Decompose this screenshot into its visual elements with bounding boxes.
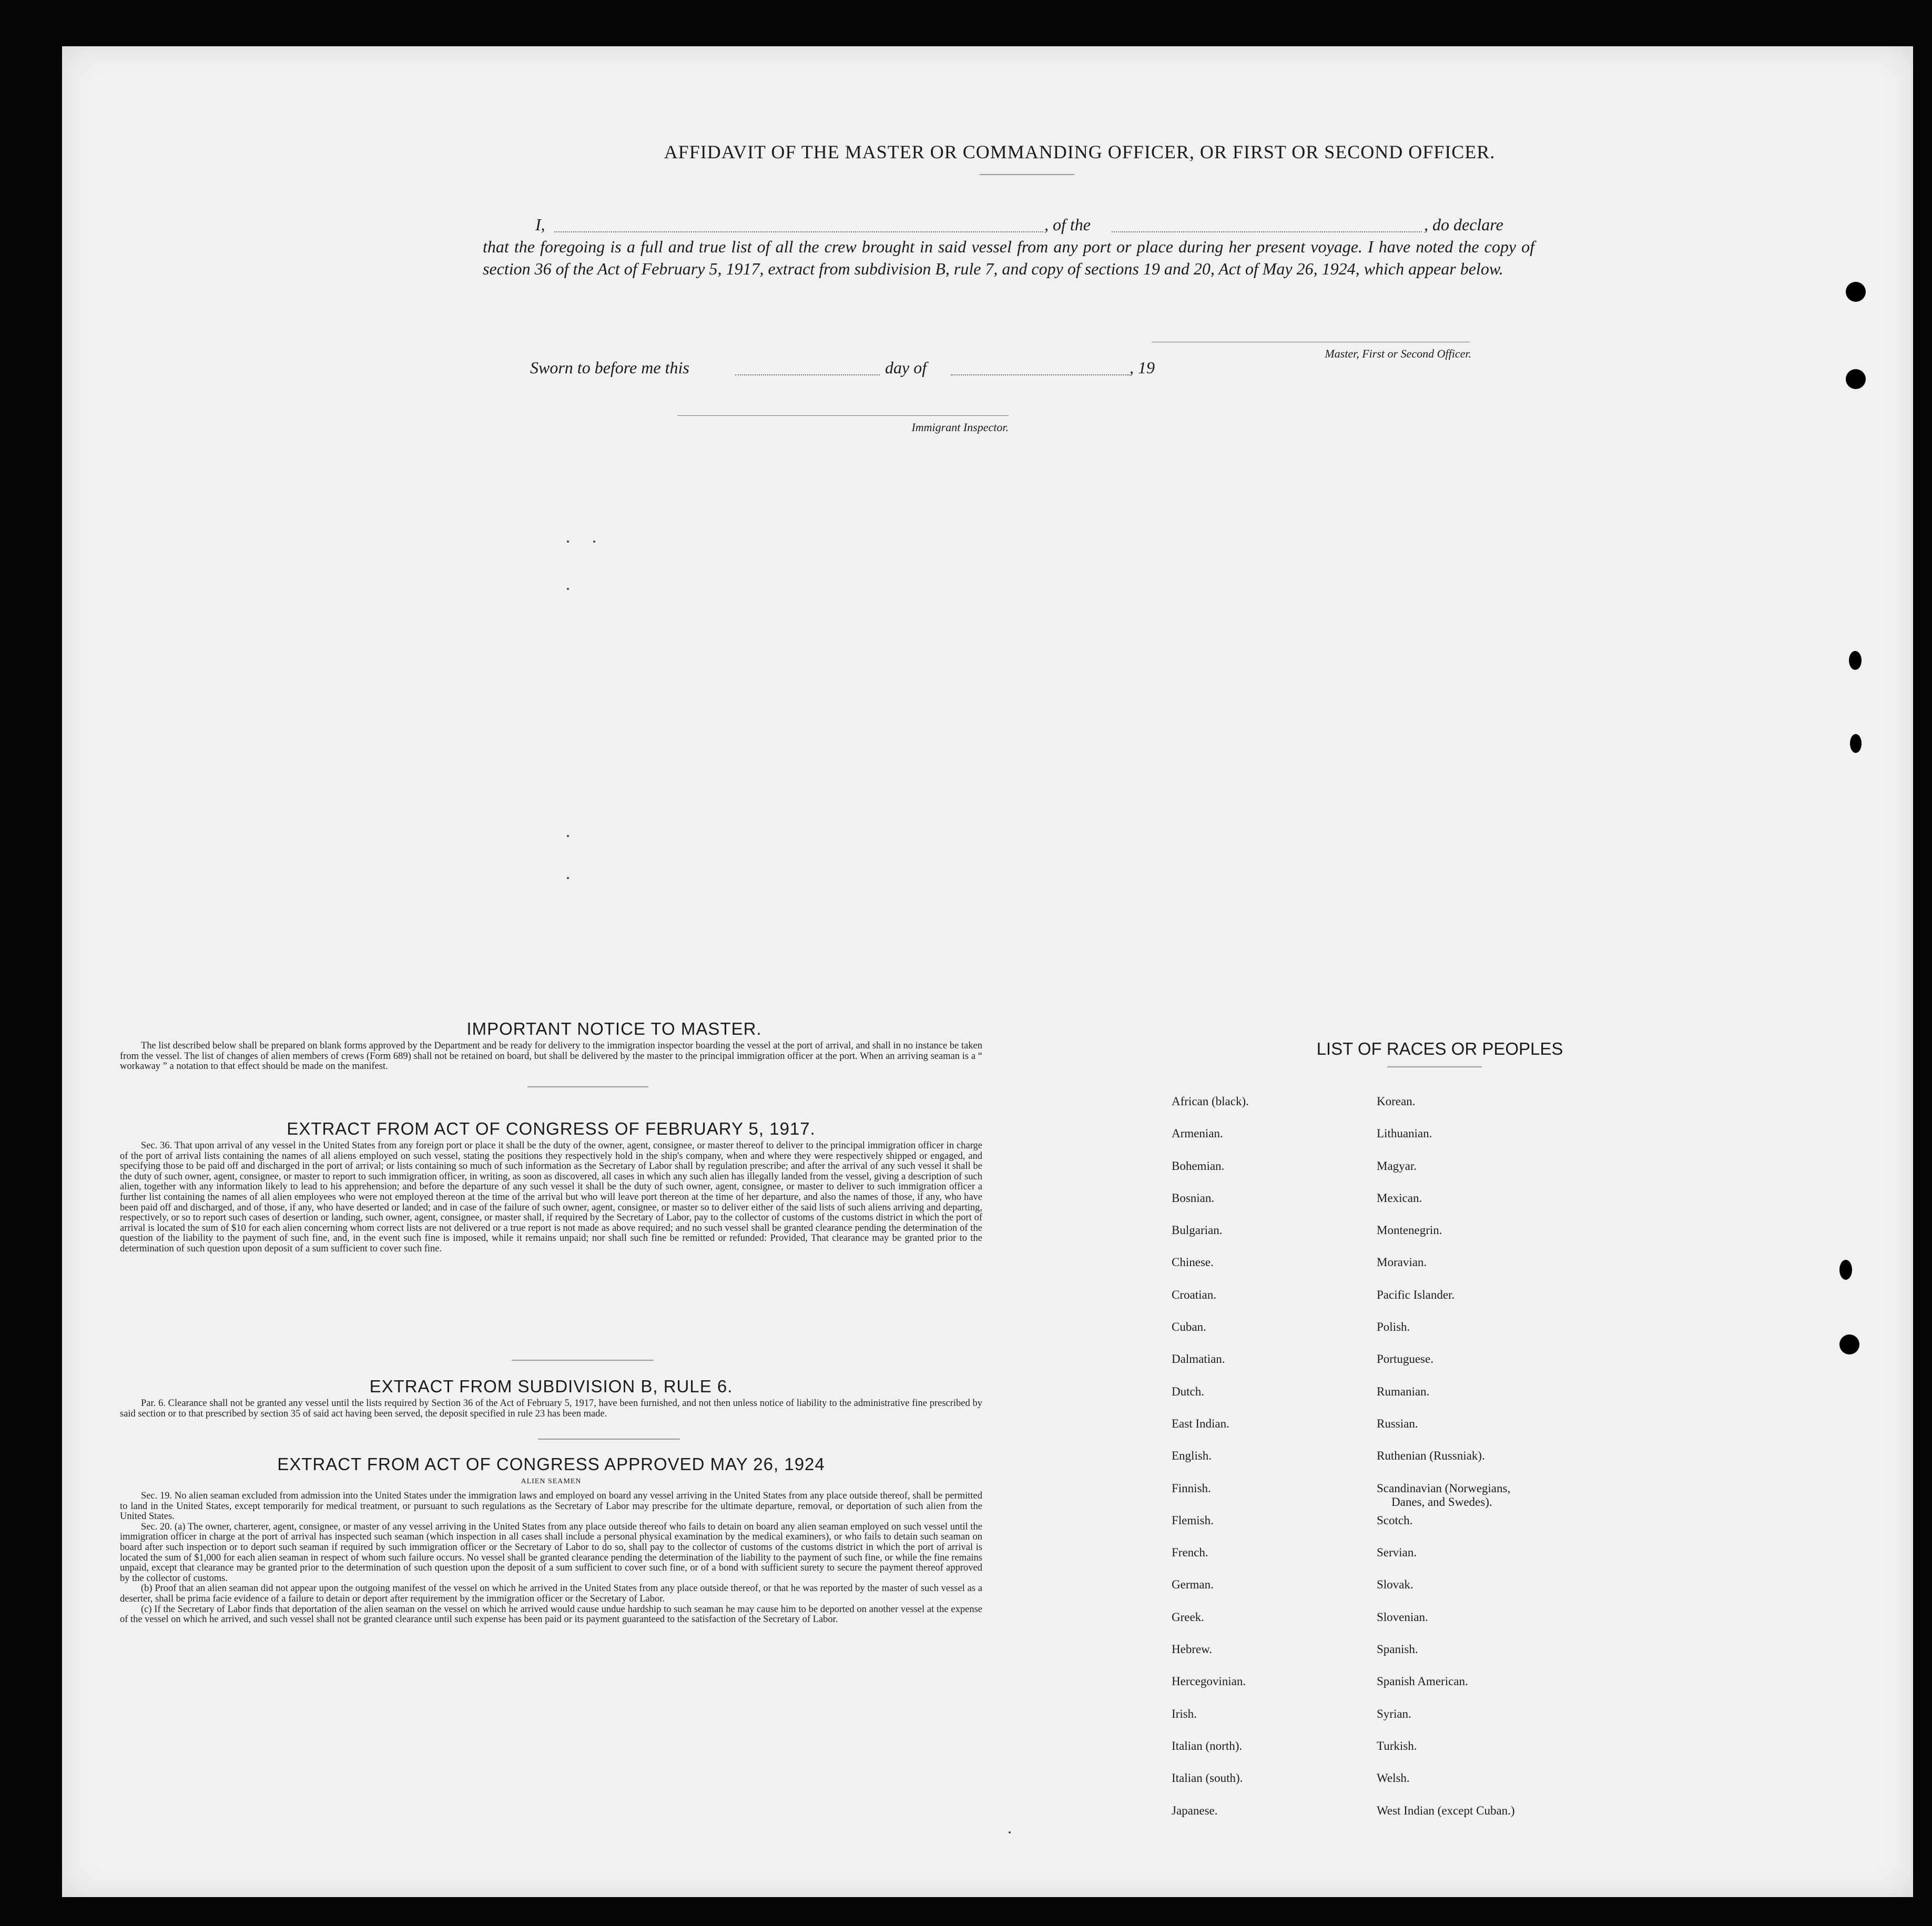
- race-item: Russian.: [1377, 1417, 1418, 1430]
- races-left-column: [1172, 1095, 1249, 1836]
- race-item: Spanish American.: [1377, 1675, 1468, 1688]
- notice-paragraph: The list described below shall be prepared on blank forms approved by the Department and be ready for delivery to the immigration inspector boarding the vessel at the port of arrival, and shall in no instance be taken from the vessel. The list of changes of alien members of crews (Form 689) shall not be retained on board, but shall be delivered by the master to the principal immigration officer at the port. When an arriving seaman is a “ workaway ” a notation to that effect should be made on the manifest.: [120, 1041, 982, 1072]
- signature-label: Master, First or Second Officer.: [1325, 347, 1471, 360]
- affidavit-i-label: I,: [535, 215, 545, 234]
- speck: [567, 877, 569, 879]
- races-title: LIST OF RACES OR PEOPLES: [1316, 1039, 1563, 1058]
- race-item: Italian (south).: [1172, 1771, 1243, 1785]
- speck: [567, 835, 569, 837]
- races-divider: [1387, 1066, 1482, 1067]
- race-item: Croatian.: [1172, 1288, 1216, 1301]
- race-item: Irish.: [1172, 1707, 1197, 1720]
- race-item: Chinese.: [1172, 1256, 1214, 1269]
- race-item: Slovenian.: [1377, 1610, 1428, 1624]
- punch-hole-icon: [1839, 1260, 1852, 1280]
- extract-rule6-body: [120, 1399, 982, 1419]
- extract-rule6-paragraph: Par. 6. Clearance shall not be granted any vessel until the lists required by Section 36 of the Act of February 5, 1917, have been furnished, and not then unless notice of liability to the administrative fine prescribed by said section or to that prescribed by section 35 of said act having been served, the deposit specified in rule 23 has been made.: [120, 1398, 982, 1419]
- race-item: Bosnian.: [1172, 1191, 1215, 1205]
- extract-1924-paragraph: Sec. 20. (a) The owner, charterer, agent, consignee, or master of any vessel arriving in the United States from any place outside thereof who fails to detain on board any alien seaman employed on such vessel until the immigration officer in charge at the port of arrival has inspected such seaman (which inspection in all cases shall include a personal physical examination by the medical examiners), or who fails to detain such seaman on board after such inspection or to deport such seaman if required by such immigration officer or the Secretary of Labor to do so, shall pay to the collector of customs of the customs district in which the port of arrival is located the sum of $1,000 for each alien seaman in respect of whom such failure occurs. No vessel shall be granted clearance pending the determination of the liability to the payment of such fine, or while the fine remains unpaid, except that clearance may be granted prior to the determination of such question upon the deposit of a sum sufficient to cover such fine, or of a bond with sufficient surety to secure the payment thereof approved by the collector of customs.: [120, 1521, 982, 1584]
- race-item: Syrian.: [1377, 1707, 1411, 1720]
- race-item: African (black).: [1172, 1095, 1249, 1108]
- extract-1924-title: EXTRACT FROM ACT OF CONGRESS APPROVED MAY 26, 1924: [277, 1454, 825, 1474]
- sworn-day-of: day of: [885, 358, 927, 377]
- race-item: Bulgarian.: [1172, 1224, 1223, 1237]
- race-item: West Indian (except Cuban.): [1377, 1803, 1515, 1817]
- race-item: Scotch.: [1377, 1513, 1413, 1527]
- vessel-blank: [1112, 231, 1422, 232]
- extract-1917-title: EXTRACT FROM ACT OF CONGRESS OF FEBRUARY 5, 1917.: [287, 1119, 816, 1138]
- punch-hole-icon: [1846, 369, 1866, 389]
- race-item: Magyar.: [1377, 1159, 1417, 1173]
- race-item-continuation: Danes, and Swedes).: [1391, 1495, 1492, 1509]
- inspector-signature-line: [677, 415, 1009, 416]
- punch-hole-icon: [1850, 734, 1862, 753]
- extract-1924-subtitle: ALIEN SEAMEN: [521, 1477, 582, 1485]
- title-divider: [980, 174, 1074, 175]
- race-item: Lithuanian.: [1377, 1127, 1432, 1140]
- extract-rule6-title: EXTRACT FROM SUBDIVISION B, RULE 6.: [369, 1377, 733, 1396]
- extract-1924-paragraph: (b) Proof that an alien seaman did not appear upon the outgoing manifest of the vessel on which he arrived in the United States from any place outside thereof, or that he was reported by the master of such vessel as a deserter, shall be prima facie evidence of a failure to detain or deport after requirement by the immigration officer or the Secretary of Labor.: [120, 1583, 982, 1604]
- race-item: Montenegrin.: [1377, 1224, 1442, 1237]
- extract-1924-paragraph: (c) If the Secretary of Labor finds that deportation of the alien seaman on the vessel on which he arrived would cause undue hardship to such seaman he may cause him to be deported on another vessel at the expense of the vessel on which he arrived, and such vessel shall not be granted clearance until such expense has been paid or its payment guaranteed to the satisfaction of the Secretary of Labor.: [120, 1604, 982, 1625]
- race-item: Ruthenian (Russniak).: [1377, 1449, 1485, 1463]
- speck: [567, 588, 569, 590]
- race-item: Pacific Islander.: [1377, 1288, 1455, 1301]
- race-item: Spanish.: [1377, 1643, 1418, 1656]
- inspector-label: Immigrant Inspector.: [911, 421, 1009, 434]
- document-sheet: [62, 46, 1913, 1897]
- race-item: Cuban.: [1172, 1320, 1206, 1334]
- race-item: Polish.: [1377, 1320, 1410, 1334]
- race-item: Dutch.: [1172, 1384, 1204, 1398]
- race-item: Hercegovinian.: [1172, 1675, 1246, 1688]
- speck: [1009, 1831, 1011, 1833]
- sworn-line: [530, 356, 1214, 380]
- race-item: Flemish.: [1172, 1513, 1214, 1527]
- section-divider: [527, 1086, 648, 1087]
- race-item: Mexican.: [1377, 1191, 1422, 1205]
- extract-1924-paragraph: Sec. 19. No alien seaman excluded from admission into the United States under the immigration laws and employed on board any vessel arriving in the United States from any place outside thereof, shall be permitted to land in the United States, except temporarily for medical treatment, or pursuant to such regulations as the Secretary of Labor may prescribe for the ultimate departure, removal, or deportation of such alien from the United States.: [120, 1491, 982, 1522]
- race-item-multiline: [1377, 1482, 1515, 1514]
- race-item: Japanese.: [1172, 1803, 1218, 1817]
- notice-body: [120, 1041, 982, 1072]
- affidavit-title: AFFIDAVIT OF THE MASTER OR COMMANDING OFFICER, OR FIRST OR SECOND OFFICER.: [664, 141, 1496, 162]
- race-item: Armenian.: [1172, 1127, 1223, 1140]
- race-item: English.: [1172, 1449, 1212, 1463]
- race-item: Greek.: [1172, 1610, 1204, 1624]
- affidavit-body: that the foregoing is a full and true list of all the crew brought in said vessel from any port or place during her present voyage. I have noted the copy of section 36 of the Act of February 5, 1917, extract from subdivision B, rule 7, and copy of sections 19 and 20, Act of May 26, 1924, which appear below.: [483, 237, 1534, 278]
- punch-hole-icon: [1846, 282, 1866, 302]
- race-item: Bohemian.: [1172, 1159, 1225, 1173]
- section-divider: [512, 1360, 654, 1361]
- race-item: Portuguese.: [1377, 1352, 1433, 1366]
- race-item: Hebrew.: [1172, 1643, 1213, 1656]
- sworn-prefix: Sworn to before me this: [530, 358, 689, 377]
- speck: [567, 541, 569, 543]
- punch-hole-icon: [1849, 651, 1862, 670]
- race-item: Rumanian.: [1377, 1384, 1430, 1398]
- race-item: Finnish.: [1172, 1481, 1211, 1495]
- races-right-column: [1377, 1095, 1515, 1836]
- notice-title: IMPORTANT NOTICE TO MASTER.: [466, 1019, 762, 1038]
- affidavit-declare-label: , do declare: [1424, 215, 1503, 234]
- race-item: Scandinavian (Norwegians,: [1377, 1481, 1511, 1495]
- punch-hole-icon: [1839, 1334, 1859, 1354]
- name-blank: [554, 231, 1043, 232]
- speck: [593, 541, 595, 543]
- sworn-year: , 19: [1130, 358, 1155, 377]
- affidavit-declaration-line: [483, 213, 1534, 236]
- race-item: East Indian.: [1172, 1417, 1229, 1430]
- extract-1917-paragraph: Sec. 36. That upon arrival of any vessel in the United States from any foreign port or place it shall be the duty of the owner, agent, consignee, or master thereof to deliver to the principal immigration officer in charge of the port of arrival lists containing the names of all aliens employed on such vessel, stating the positions they respectively hold in the ship's company, when and where they were respectively shipped or engaged, and specifying those to be paid off and discharged in the port of arrival; or lists containing so much of such information as the Secretary of Labor shall by regulation prescribe; and after the arrival of any such vessel it shall be the duty of such owner, agent, consignee, or master to report to such immigration officer, in writing, as soon as discovered, all cases in which any such alien has illegally landed from the vessel, giving a description of such alien, together with any information likely to lead to his apprehension; and before the departure of any such vessel it shall be the duty of such owner, agent, consignee, or master to deliver to such immigration officer a further list containing the names of all alien employees who were not employed thereon at the time of the arrival but who will leave port thereon at the time of her departure, and also the names of those, if any, who have been paid off and discharged, and of those, if any, who have deserted or landed; and in case of the failure of such owner, agent, consignee, or master so to deliver either of the said lists of such aliens arriving and departing, respectively, or so to report such cases of desertion or landing, such owner, agent, consignee, or master shall, if required by the Secretary of Labor, pay to the collector of customs of the customs district in which the port of arrival is located the sum of $10 for each alien concerning whom correct lists are not delivered or a true report is not made as above required; and no such vessel shall be granted clearance pending the determination of the question of the liability to the payment of such fine, and, in the event such fine is imposed, while it remains unpaid; nor shall such fine be remitted or refunded: Provided, That clearance may be granted prior to the determination of such question upon deposit of a sum sufficient to cover such fine.: [120, 1140, 982, 1254]
- race-item: Turkish.: [1377, 1739, 1417, 1752]
- race-item: French.: [1172, 1546, 1208, 1560]
- race-item: German.: [1172, 1578, 1214, 1592]
- race-item: Dalmatian.: [1172, 1352, 1225, 1366]
- race-item: Servian.: [1377, 1546, 1417, 1560]
- month-blank: [951, 374, 1130, 375]
- extract-1917-body: [120, 1141, 982, 1255]
- section-divider: [538, 1439, 680, 1440]
- race-item: Korean.: [1377, 1095, 1416, 1108]
- race-item: Welsh.: [1377, 1771, 1410, 1785]
- race-item: Moravian.: [1377, 1256, 1427, 1269]
- affidavit-of-the-label: , of the: [1044, 215, 1091, 234]
- race-item: Slovak.: [1377, 1578, 1414, 1592]
- day-blank: [735, 374, 880, 375]
- race-item: Italian (north).: [1172, 1739, 1243, 1752]
- extract-1924-body: [120, 1491, 982, 1625]
